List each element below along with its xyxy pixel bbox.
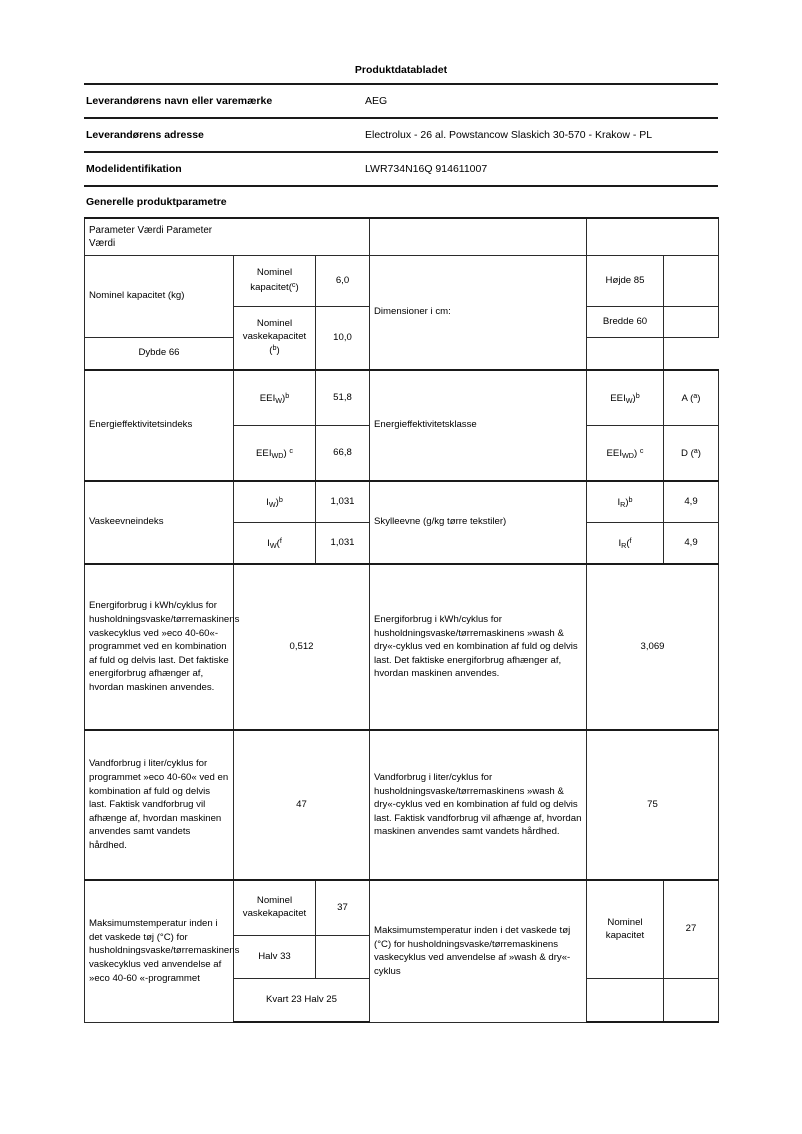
eei-class-footnote-2: a [693, 445, 698, 455]
eei-class-value-1: A ($^a$) [664, 370, 719, 426]
eei-class-label: Energieffektivitetsklasse [370, 370, 587, 481]
model-identifier-row [84, 152, 718, 186]
supplier-address-row [84, 118, 718, 152]
model-identifier-value: LWR734N16Q 914611007 [365, 152, 718, 186]
eei-value-2: 66,8 [316, 426, 370, 482]
wash-index-label: Vaskeevneindeks [85, 481, 234, 564]
dimension-height-spacer [664, 256, 719, 307]
temperature-value-1: 37 [316, 880, 370, 936]
temperature-sublabel-2: Halv 33 [234, 936, 316, 979]
energy-consumption-value: 0,512 [234, 564, 370, 730]
water-consumption-row [85, 730, 719, 880]
capacity-value-2: 10,0 [316, 307, 370, 371]
eei-symbol-2: $EEI_{WD}$) $^c$ [234, 426, 316, 482]
wash-symbol-2: $I_W(^f$ [234, 523, 316, 565]
rinsing-symbol-1: $I_R)^b$ [587, 481, 664, 523]
parameter-header-spacer-2 [370, 218, 587, 256]
supplier-name-label: Leverandørens navn eller varemærke [84, 84, 365, 118]
capacity-label: Nominel kapacitet (kg) [85, 256, 234, 338]
eei-class-symbol-2: $EEI_{WD}$) $^c$ [587, 426, 664, 482]
energy-consumption-label: Energiforbrug i kWh/cyklus for husholdningsvaske/tørremaskinens vaskecyklus ved »eco 40-60«-programmet ved en kombination af fuld og delvis last. Det faktiske energiforbrug afhænger af, hvordan maskinen anvendes. [85, 564, 234, 730]
capacity-sublabel-1: Nominel kapacitet($^c$) [234, 256, 316, 307]
parameter-header-spacer-1 [234, 218, 370, 256]
section-heading: Generelle produktparametre [86, 196, 227, 208]
product-fiche-sheet [84, 64, 718, 1023]
water-consumption-value: 47 [234, 730, 370, 880]
energy-consumption-washdry-label: Energiforbrug i kWh/cyklus for husholdningsvaske/tørremaskinens »wash & dry«-cyklus ved en kombination af fuld og delvis last. Det faktiske energiforbrug afhænger af, hvordan maskinen anvendes. [370, 564, 587, 730]
supplier-name-row [84, 84, 718, 118]
temperature-washdry-label: Maksimumstemperatur inden i det vaskede tøj (°C) for husholdningsvaske/tørremaskinens vaskecyklus ved anvendelse af »wash & dry«-cyklus [370, 880, 587, 1022]
section-heading-row [84, 186, 718, 217]
temperature-row-1 [85, 880, 719, 936]
wash-value-1: 1,031 [316, 481, 370, 523]
product-parameters-table [84, 217, 719, 1023]
water-consumption-label: Vandforbrug i liter/cyklus for programmet »eco 40-60« ved en kombination af fuld og delvis last. Faktisk vandforbrug vil afhænge af, hvordan maskinen anvendes samt vandets hårdhed. [85, 730, 234, 880]
wash-symbol-1: $I_W)^b$ [234, 481, 316, 523]
eei-value-1: 51,8 [316, 370, 370, 426]
temperature-sublabel-1: Nominel vaskekapacitet [234, 880, 316, 936]
page-title: Produktdatabladet [84, 64, 718, 84]
rinsing-value-2: 4,9 [664, 523, 719, 565]
eei-symbol-1: $EEI_W)^b$ [234, 370, 316, 426]
capacity-row-1 [85, 256, 719, 307]
supplier-address-label: Leverandørens adresse [84, 118, 365, 152]
eei-label: Energieffektivitetsindeks [85, 370, 234, 481]
eei-class-value-2: D ($^a$) [664, 426, 719, 482]
temperature-sublabel-3: Kvart 23 Halv 25 [234, 979, 370, 1023]
parameter-header-spacer-3 [587, 218, 719, 256]
capacity-value-1: 6,0 [316, 256, 370, 307]
water-consumption-washdry-value: 75 [587, 730, 719, 880]
wash-row-1 [85, 481, 719, 523]
water-consumption-washdry-label: Vandforbrug i liter/cyklus for husholdningsvaske/tørremaskinens »wash & dry«-cyklus ved en kombination af fuld og delvis last. Faktisk vandforbrug vil afhænge af, hvordan maskinen anvendes samt vandets hårdhed. [370, 730, 587, 880]
temperature-washdry-value: 27 [664, 880, 719, 979]
supplier-name-value: AEG [365, 84, 718, 118]
temperature-spacer-2 [664, 979, 719, 1023]
supplier-address-value: Electrolux - 26 al. Powstancow Slaskich 30-570 - Krakow - PL [365, 118, 718, 152]
document-title-row [84, 64, 718, 84]
energy-consumption-washdry-value: 3,069 [587, 564, 719, 730]
dimensions-label: Dimensioner i cm: [370, 256, 587, 371]
temperature-value-2 [316, 936, 370, 979]
eei-class-footnote-1: a [693, 390, 698, 400]
dimension-width-spacer [664, 307, 719, 338]
model-identifier-label: Modelidentifikation [84, 152, 365, 186]
parameter-header-label: Parameter Værdi Parameter Værdi [85, 218, 234, 256]
identification-table [84, 64, 718, 217]
dimension-height: Højde 85 [587, 256, 664, 307]
capacity-footnote-c: c [291, 279, 296, 289]
dimension-depth-spacer [587, 338, 664, 370]
rinsing-value-1: 4,9 [664, 481, 719, 523]
temperature-washdry-sublabel: Nominel kapacitet [587, 880, 664, 979]
dimension-width: Bredde 60 [587, 307, 664, 338]
dimension-depth: Dybde 66 [85, 338, 234, 370]
rinsing-label: Skylleevne (g/kg tørre tekstiler) [370, 481, 587, 564]
eei-row-1 [85, 370, 719, 426]
energy-consumption-row [85, 564, 719, 730]
wash-value-2: 1,031 [316, 523, 370, 565]
temperature-label: Maksimumstemperatur inden i det vaskede tøj (°C) for husholdningsvaske/tørremaskinens vaskecyklus ved anvendelse af »eco 40-60 «-programmet [85, 880, 234, 1022]
capacity-sublabel-2: Nominel vaskekapacitet ($^b$) [234, 307, 316, 371]
temperature-spacer-1 [587, 979, 664, 1023]
rinsing-symbol-2: $I_R(^f$ [587, 523, 664, 565]
eei-class-symbol-1: $EEI_W)^b$ [587, 370, 664, 426]
parameter-header-row [85, 218, 719, 256]
capacity-footnote-b: b [272, 343, 277, 353]
